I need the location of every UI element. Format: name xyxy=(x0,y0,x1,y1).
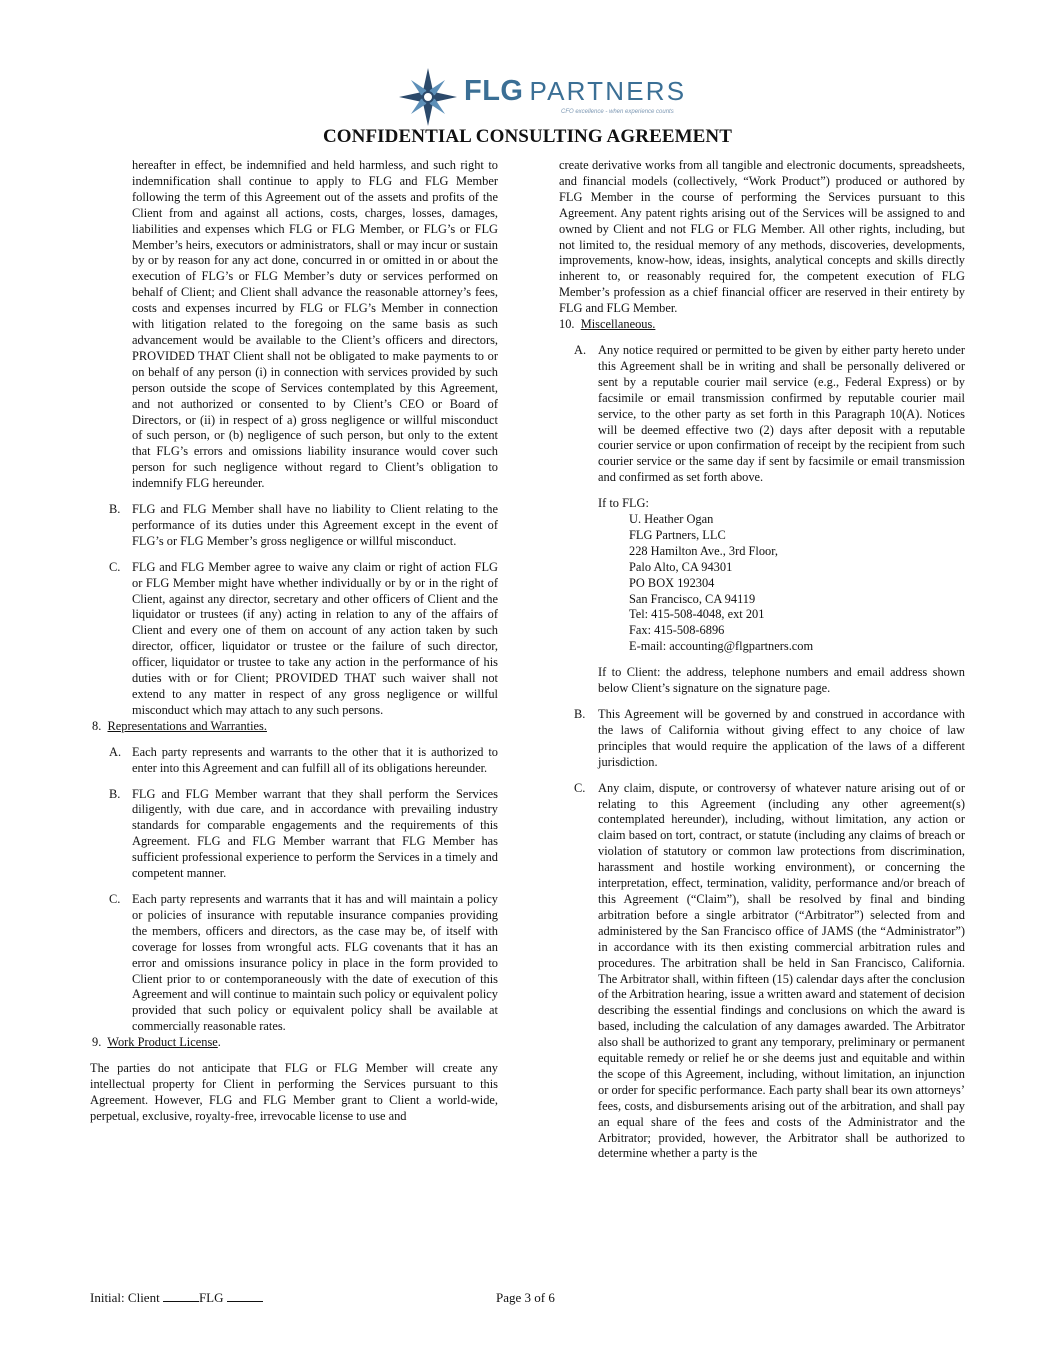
section-8-c xyxy=(90,892,498,1035)
paragraph-text: FLG and FLG Member warrant that they shall perform the Services diligently, with due care, and in accordance with prevailing industry standards for comparable engagements and the requirements of this Agreement. FLG and FLG Member warrant that FLG Member has sufficient professional experience to perform the Services in a timely and competent manner. xyxy=(132,786,498,881)
paragraph-text: This Agreement will be governed by and construed in accordance with the laws of California without giving effect to any choice of law principles that would require the application of the laws of a different jurisdiction. xyxy=(598,707,965,769)
address-line: FLG Partners, LLC xyxy=(629,527,726,542)
paragraph-text: FLG and FLG Member agree to waive any claim or right of action FLG or FLG Member might have whether individually or by or in the right of Client, against any director, secretary and other officers of Client and the liquidator or trustees (if any) acting in relation to any of the affairs of Client and every one of them on account of any action taken by such director, officer, liquidator or trustee or the failure of such director, officer, liquidator or trustee to take any action in the performance of his duties with or for Client; PROVIDED THAT such waiver shall not extend to any matter in respect of any gross negligence or willful misconduct which may attach to any such persons. xyxy=(132,559,498,717)
item-marker: C. xyxy=(109,891,121,906)
paragraph-text: hereafter in effect, be indemnified and held harmless, and such right to indemnification shall continue to apply to FLG and FLG Member following the term of this Agreement out of the assets and profits of the Client from and against all actions, costs, charges, losses, damages, liabilities and expenses which FLG or FLG Member, or FLG’s or FLG Member’s heirs, executors or administrators, shall or may incur or sustain by or by reason for any act done, concurred in or omitted in or about the execution of FLG’s or FLG Member’s duty or services performed on behalf of Client; and Client shall advance the reasonable attorney’s fees, costs and expenses incurred by FLG or FLG’s Member in connection with litigation related to the foregoing on the same basis as such advancement would be available to the Client’s officers and directors, PROVIDED THAT Client shall not be obligated to make payments to or on behalf of any person (i) in connection with services provided by such person outside the scope of Services contemplated by this Agreement, and not authorized or consented to by Client’s CEO or Board of Directors, or (ii) in respect of a) gross negligence or willful misconduct of such person, or (b) negligence of such person, but only to the extent that FLG’s errors and omissions liability insurance would cover such person for such negligence without regard to Client’s obligation to indemnify FLG hereunder. xyxy=(132,158,498,491)
if-to-flg-label: If to FLG: xyxy=(598,496,649,511)
item-marker: C. xyxy=(109,559,121,574)
paragraph-text: Any notice required or permitted to be given by either party hereto under this Agreement shall be in writing and shall be personally delivered or sent by a reputable courier mail service (e.g., Federal Express) or by facsimile or email transmission confirmed by reputable courier mail service, to the other party as set forth in this Paragraph 10(A). Notices will be deemed effective two (2) days after deposit with a reputable courier service or upon confirmation of receipt by the recipient from such courier service or the same day if sent by facsimile or email transmission and confirmed as set forth above. xyxy=(598,342,965,485)
logo-brand: FLG xyxy=(464,75,524,107)
section-7-c xyxy=(90,560,498,719)
document-title: CONFIDENTIAL CONSULTING AGREEMENT xyxy=(322,126,733,147)
paragraph-text: Any claim, dispute, or controversy of whatever nature arising out of or relating to this Agreement (including any other agreement(s) contemplated hereunder), including, without limitation, any action or claim based on tort, contract, or statute (including any claims of breach or violation of statutory or common law protections from discrimination, harassment and hostile working environment), or concerning the interpretation, effect, termination, validity, performance and/or breach of this Agreement (“Claim”), shall be resolved by final and binding arbitration before a single arbitrator (“Arbitrator”) selected from and administered by the San Francisco office of JAMS (the “Administrator”) in accordance with its then existing commercial arbitration rules and procedures. The arbitration shall be held in San Francisco, California. The Arbitrator shall, within fifteen (15) calendar days after the conclusion of the Arbitration hearing, issue a written award and statement of decision describing the essential findings and conclusions on which the award is based, including the calculation of any damages awarded. The Arbitrator also shall be authorized to grant any temporary, preliminary or permanent equitable remedy or relief he or she deems just and equitable and within the scope of this Agreement, including, without limitation, an injunction or order for specific performance. Each party shall bear its own attorneys’ fees, costs, and disbursements arising out of the arbitration, and shall pay an equal share of the fees and costs of the Administrator and the Arbitrator; provided, however, the Arbitrator shall be authorized to determine whether a party is the xyxy=(598,780,965,1161)
address-line: Palo Alto, CA 94301 xyxy=(629,559,733,574)
right-column xyxy=(559,158,965,1162)
item-marker: A. xyxy=(109,744,122,759)
section-9-text: The parties do not anticipate that FLG or FLG Member will create any intellectual property for Client in performing the Services pursuant to this Agreement. However, FLG and FLG Member grant to Client a world-wide, perpetual, exclusive, royalty-free, irrevocable license to use and xyxy=(90,1061,498,1123)
address-line: PO BOX 192304 xyxy=(629,575,715,590)
section-10-b xyxy=(559,707,965,771)
logo-word: PARTNERS xyxy=(529,76,687,106)
section-10-c xyxy=(559,781,965,1163)
initial-flg-label: FLG xyxy=(198,1290,227,1305)
initial-client-label: Initial: Client xyxy=(90,1290,163,1305)
item-marker: B. xyxy=(109,786,121,801)
item-marker: B. xyxy=(574,707,586,721)
section-8-b xyxy=(90,787,498,882)
item-marker: C. xyxy=(574,780,586,795)
item-marker: A. xyxy=(574,342,587,357)
section-10-heading: 10. Miscellaneous. xyxy=(559,317,656,332)
address-line-email: E-mail: accounting@flgpartners.com xyxy=(629,639,814,654)
address-line: U. Heather Ogan xyxy=(629,512,714,527)
page-number: Page 3 of 6 xyxy=(496,1290,555,1305)
section-7-a-continued xyxy=(90,158,498,492)
section-7-b xyxy=(90,502,498,550)
item-marker: B. xyxy=(109,502,121,517)
notice-address-client xyxy=(559,665,965,697)
compass-star-icon xyxy=(396,66,460,128)
address-lines xyxy=(629,512,965,655)
paragraph-text: If to Client: the address, telephone numbers and email address shown below Client’s signature on the signature page. xyxy=(598,665,965,696)
address-line: 228 Hamilton Ave., 3rd Floor, xyxy=(629,543,778,558)
section-8-heading: 8. Representations and Warranties. xyxy=(92,718,267,733)
section-9-heading: 9. Work Product License. xyxy=(92,1035,221,1050)
paragraph-text: FLG and FLG Member shall have no liability to Client relating to the performance of its duties under this Agreement except in the event of FLG’s or FLG Member’s gross negligence or willful misconduct. xyxy=(132,502,498,548)
paragraph-text: Each party represents and warrants that it has and will maintain a policy or policies of insurance with reputable insurance companies providing the members, officers and directors, as the case may be, of itself with coverage for losses from wrongful acts. FLG covenants that it has an error and omissions insurance policy in place in the form provided to Client prior to or contemporaneously with the date of execution of this Agreement and will continue to maintain such policy or equivalent policy provided that such policy or equivalent policy shall be available at commercially reasonable rates. xyxy=(132,891,498,1034)
logo-tagline: CFO excellence - when experience counts xyxy=(561,109,674,115)
address-line: Tel: 415-508-4048, ext 201 xyxy=(629,607,765,622)
address-line: Fax: 415-508-6896 xyxy=(629,623,725,638)
client-initial-blank[interactable] xyxy=(163,1290,199,1302)
address-line: San Francisco, CA 94119 xyxy=(629,591,756,606)
section-10-a xyxy=(559,343,965,486)
left-column xyxy=(90,158,498,1125)
notice-address-flg xyxy=(598,496,965,655)
flg-initial-blank[interactable] xyxy=(227,1290,263,1302)
section-9-continued: create derivative works from all tangible and electronic documents, spreadsheets, and financial models (collectively, “Work Product”) produced or authored by FLG Member in the course of performing the Services pursuant to this Agreement. Any patent rights arising out of the Services will be assigned to and owned by Client and not FLG or FLG Member. All other rights, including, but not limited to, the residual memory of any methods, discoveries, developments, improvements, know-how, ideas, insights, analytical concepts and skills directly inherent to, or reasonably required for, the competent execution of FLG Member’s profession as a chief financial officer are reserved in their entirety by FLG and FLG Member. xyxy=(559,158,965,316)
footer-initials xyxy=(90,1290,263,1306)
flg-partners-logo xyxy=(396,66,687,128)
section-8-a xyxy=(90,745,498,777)
paragraph-text: Each party represents and warrants to the other that it is authorized to enter into this Agreement and can fulfill all of its obligations hereunder. xyxy=(132,744,498,775)
